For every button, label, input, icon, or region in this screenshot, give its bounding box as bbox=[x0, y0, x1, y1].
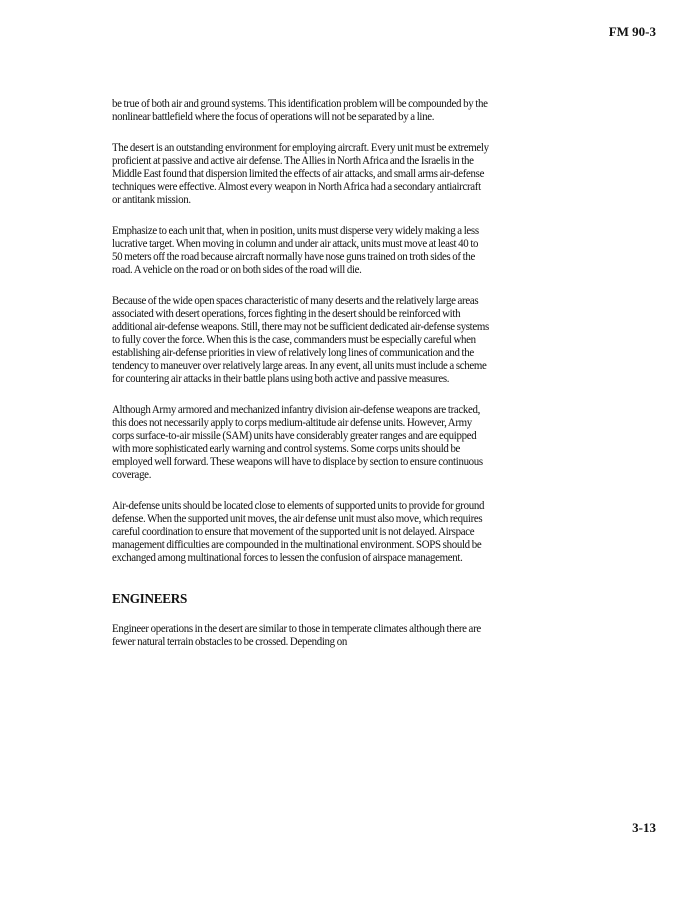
paragraph-identification-problem: be true of both air and ground systems. This identification problem will be compounded by the nonlinear battlefield where the focus of operations will not be separated by a line. bbox=[112, 97, 488, 123]
paragraph-dispersion: Emphasize to each unit that, when in position, units must disperse very widely making a less lucrative target. When moving in column and under air attack, units must move at least 40 to 50 meters off the road because aircraft normally have nose guns trained on troth sides of the road. A vehicle on the road or on both sides of the road will die. bbox=[112, 224, 479, 276]
paragraph-corps-sam-units: Although Army armored and mechanized infantry division air-defense weapons are tracked, this does not necessarily apply to corps medium-altitude air defense units. However, Army corps surface-to-air missile (SAM) units have considerably greater ranges and are equipped with more sophisticated early warning and control systems. Some corps units should be employed well forward. These weapons will have to displace by section to ensure continuous coverage. bbox=[112, 403, 483, 481]
paragraph-air-defense-weapons: Because of the wide open spaces characteristic of many deserts and the relatively large areas associated with desert operations, forces fighting in the desert should be reinforced with additional air-defense weapons. Still, there may not be sufficient dedicated air-defense systems to fully cover the force. When this is the case, commanders must be especially careful when establishing air-defense priorities in view of relatively long lines of communication and the tendency to maneuver over relatively large areas. In any event, all units must include a scheme for countering air attacks in their battle plans using both active and passive measures. bbox=[112, 294, 489, 385]
paragraph-air-defense-location: Air-defense units should be located close to elements of supported units to provide for ground defense. When the supported unit moves, the air defense unit must also move, which requires careful coordination to ensure that movement of the supported unit is not delayed. Airspace management difficulties are compounded in the multinational environment. SOPS should be exchanged among multinational forces to lessen the confusion of airspace management. bbox=[112, 499, 485, 564]
page-body bbox=[112, 97, 490, 666]
paragraph-engineer-operations: Engineer operations in the desert are similar to those in temperate climates although there are fewer natural terrain obstacles to be crossed. Depending on bbox=[112, 622, 481, 648]
document-id-header: FM 90-3 bbox=[608, 24, 656, 39]
section-heading-engineers: ENGINEERS bbox=[112, 592, 187, 607]
paragraph-desert-aircraft: The desert is an outstanding environment for employing aircraft. Every unit must be extremely proficient at passive and active air defense. The Allies in North Africa and the Israelis in the Middle East found that dispersion limited the effects of air attacks, and small arms air-defense techniques were effective. Almost every weapon in North Africa had a secondary antiaircraft or antitank mission. bbox=[112, 141, 489, 206]
page-number: 3-13 bbox=[632, 820, 656, 835]
